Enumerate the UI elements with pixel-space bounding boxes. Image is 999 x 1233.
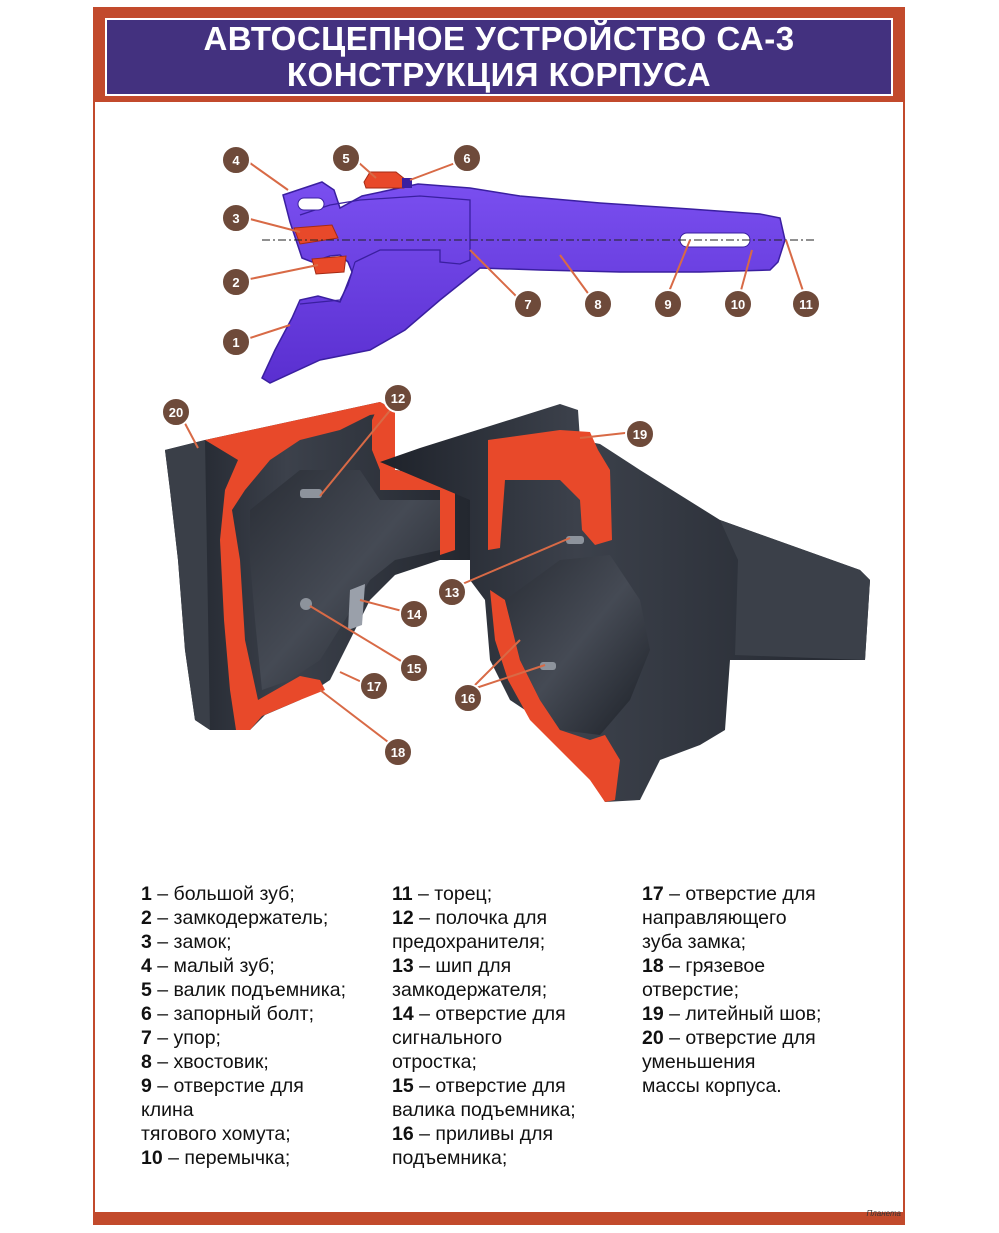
callout-17 [360, 672, 388, 700]
right-tail-face [720, 520, 870, 660]
coupler-side-view [262, 172, 815, 383]
legend-item [141, 1122, 346, 1146]
legend-item [642, 978, 821, 1002]
callout-12-label: 12 [390, 391, 406, 406]
small-tooth-hole [298, 198, 324, 210]
legend-item [392, 1074, 576, 1098]
legend-item-text: направляющего [642, 907, 787, 929]
callout-19-label: 19 [632, 427, 648, 442]
callout-8 [584, 290, 612, 318]
legend-item [141, 882, 346, 906]
callout-11-label: 11 [799, 297, 813, 312]
legend-item-text: отверстие; [642, 979, 740, 1001]
callout-7 [514, 290, 542, 318]
legend-item-number: 13 [392, 955, 414, 977]
callout-7-label: 7 [524, 297, 532, 312]
legend-item-number: 14 [392, 1003, 414, 1025]
callout-14 [400, 600, 428, 628]
legend-item-text: – отверстие для [413, 1003, 566, 1025]
legend-item-text: сигнального [392, 1027, 503, 1049]
publisher-logo: Планета [866, 1209, 901, 1218]
legend-item-text: массы корпуса. [642, 1075, 782, 1097]
legend-item-text: – замкодержатель; [151, 907, 329, 929]
legend-item-text: – приливы для [413, 1123, 554, 1145]
legend-item-text: валика подъемника; [392, 1099, 576, 1121]
title-line-2: КОНСТРУКЦИЯ КОРПУСА [286, 56, 712, 93]
legend-item-text: – отверстие для [663, 1027, 816, 1049]
legend-item [642, 1002, 821, 1026]
legend-item [392, 1026, 576, 1050]
legend-item [392, 930, 576, 954]
legend-item-number: 12 [392, 907, 414, 929]
callout-10 [724, 290, 752, 318]
callout-4 [222, 146, 250, 174]
callout-2 [222, 268, 250, 296]
legend-item-text: клина [141, 1099, 194, 1121]
legend-item-text: – отверстие для [663, 883, 816, 905]
legend-item-number: 7 [141, 1027, 152, 1049]
callout-18 [384, 738, 412, 766]
callout-5-label: 5 [342, 151, 350, 166]
callout-1-label: 1 [232, 335, 240, 350]
legend-item-text: – хвостовик; [151, 1051, 269, 1073]
hole-14-slot [348, 584, 365, 630]
legend-item [392, 882, 576, 906]
callout-11 [792, 290, 820, 318]
callout-9-label: 9 [664, 297, 672, 312]
legend-item-text: – отверстие для [151, 1075, 304, 1097]
callout-8-label: 8 [594, 297, 602, 312]
legend-item-number: 15 [392, 1075, 414, 1097]
legend-item-text: – полочка для [413, 907, 548, 929]
legend-item-text: – литейный шов; [663, 1003, 822, 1025]
legend-item-number: 4 [141, 955, 152, 977]
callout-15 [400, 654, 428, 682]
legend-item-text: – замок; [151, 931, 232, 953]
legend-item [141, 1026, 346, 1050]
legend-item-number: 9 [141, 1075, 152, 1097]
legend-item-text: – шип для [413, 955, 512, 977]
legend-column-3 [642, 882, 821, 1098]
callout-20 [162, 398, 190, 426]
legend-item-number: 6 [141, 1003, 152, 1025]
legend-item-number: 19 [642, 1003, 664, 1025]
callout-17-label: 17 [366, 679, 382, 694]
callout-16 [454, 684, 482, 712]
legend-column-2 [392, 882, 576, 1170]
legend-item [392, 978, 576, 1002]
legend-item-text: – валик подъемника; [151, 979, 346, 1001]
legend-item [141, 1098, 346, 1122]
hole-15 [300, 598, 312, 610]
legend-item [392, 1050, 576, 1074]
legend-item [392, 1122, 576, 1146]
legend-item-text: зуба замка; [642, 931, 747, 953]
legend-item-number: 17 [642, 883, 664, 905]
legend-item [642, 882, 821, 906]
legend-item-text: – перемычка; [162, 1147, 291, 1169]
legend-item-text: уменьшения [642, 1051, 756, 1073]
leader-2 [250, 265, 318, 279]
legend-item-number: 5 [141, 979, 152, 1001]
legend-column-1 [141, 882, 346, 1170]
callout-20-label: 20 [168, 405, 184, 420]
callout-1 [222, 328, 250, 356]
legend-item [392, 1146, 576, 1170]
callout-6-label: 6 [463, 151, 471, 166]
callout-4-label: 4 [232, 153, 240, 168]
callout-19 [626, 420, 654, 448]
legend-item-number: 20 [642, 1027, 664, 1049]
legend-item-text: предохранителя; [392, 931, 546, 953]
legend-item [141, 1002, 346, 1026]
legend-item-number: 2 [141, 907, 152, 929]
legend-item-text: тягового хомута; [141, 1123, 291, 1145]
callout-6 [453, 144, 481, 172]
legend-item-number: 18 [642, 955, 664, 977]
legend-item [392, 1002, 576, 1026]
legend-item-number: 10 [141, 1147, 163, 1169]
legend-item [141, 930, 346, 954]
callout-14-label: 14 [406, 607, 422, 622]
legend-item-text: замкодержателя; [392, 979, 548, 1001]
legend-item [642, 906, 821, 930]
callout-18-label: 18 [390, 745, 406, 760]
leader-11 [786, 240, 804, 294]
coupler-body-shape [262, 182, 785, 383]
callout-2-label: 2 [232, 275, 240, 290]
leader-6 [410, 162, 458, 180]
legend-item [392, 906, 576, 930]
callout-3 [222, 204, 250, 232]
callout-13-label: 13 [444, 585, 460, 600]
callout-9 [654, 290, 682, 318]
legend-item [392, 954, 576, 978]
callout-3-label: 3 [232, 211, 240, 226]
left-edge-highlight [165, 440, 210, 730]
legend-item [642, 1050, 821, 1074]
legend-item-text: – запорный болт; [151, 1003, 314, 1025]
legend-item [141, 906, 346, 930]
shelf-12-pin [300, 489, 322, 498]
legend-item [642, 1074, 821, 1098]
callout-12 [384, 384, 412, 412]
leader-5 [358, 162, 376, 178]
legend-item-text: – малый зуб; [151, 955, 275, 977]
callout-10-label: 10 [730, 297, 746, 312]
legend-item [642, 1026, 821, 1050]
legend-item-number: 8 [141, 1051, 152, 1073]
legend-item-number: 16 [392, 1123, 414, 1145]
legend-item [392, 1098, 576, 1122]
lifter-roller-part [364, 172, 406, 188]
legend-item-number: 11 [392, 883, 413, 905]
title-line-1: АВТОСЦЕПНОЕ УСТРОЙСТВО СА-3 [203, 20, 795, 57]
callout-15-label: 15 [406, 661, 422, 676]
legend-item-number: 1 [141, 883, 152, 905]
legend-item-text: подъемника; [392, 1147, 508, 1169]
legend-item [642, 930, 821, 954]
legend-item-text: – торец; [412, 883, 493, 905]
legend-item [141, 978, 346, 1002]
callout-16-label: 16 [460, 691, 476, 706]
legend-item-text: отростка; [392, 1051, 477, 1073]
bottom-bar [95, 1212, 903, 1223]
legend-item [141, 1074, 346, 1098]
legend-item [141, 1146, 346, 1170]
legend-item-text: – отверстие для [413, 1075, 566, 1097]
legend-item [141, 1050, 346, 1074]
legend-item [141, 954, 346, 978]
legend-item-text: – большой зуб; [151, 883, 295, 905]
leader-4 [250, 163, 288, 190]
callout-5 [332, 144, 360, 172]
legend-item-text: – упор; [151, 1027, 221, 1049]
callout-13 [438, 578, 466, 606]
legend-item-number: 3 [141, 931, 152, 953]
legend-item [642, 954, 821, 978]
pin-13 [566, 536, 584, 544]
legend-item-text: – грязевое [663, 955, 766, 977]
